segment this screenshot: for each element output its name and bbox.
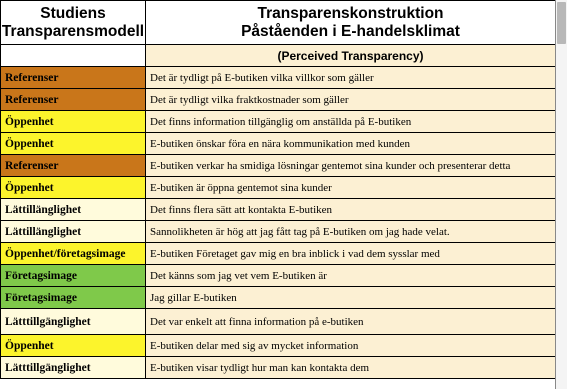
category-cell[interactable]: Företagsimage <box>1 265 146 287</box>
table-row <box>1 89 556 111</box>
statement-cell[interactable]: E-butiken verkar ha smidiga lösningar gentemot sina kunder och presenterar detta <box>146 155 556 177</box>
category-cell[interactable]: Lättillänglighet <box>1 221 146 243</box>
category-cell[interactable]: Lätttillgänglighet <box>1 309 146 335</box>
vertical-scrollbar[interactable] <box>555 0 567 389</box>
table-row <box>1 111 556 133</box>
table-row <box>1 309 556 335</box>
statement-cell[interactable]: E-butiken visar tydligt hur man kan kontakta dem <box>146 357 556 379</box>
table-row <box>1 133 556 155</box>
statement-cell[interactable]: Det var enkelt att finna information på e-butiken <box>146 309 556 335</box>
subheader-row <box>1 45 556 67</box>
table-row <box>1 357 556 379</box>
category-cell[interactable]: Öppenhet/företagsimage <box>1 243 146 265</box>
scrollbar-thumb[interactable] <box>557 2 566 44</box>
statement-cell[interactable]: E-butiken delar med sig av mycket information <box>146 335 556 357</box>
category-cell[interactable]: Öppenhet <box>1 335 146 357</box>
statement-cell[interactable]: Jag gillar E-butiken <box>146 287 556 309</box>
table-row <box>1 199 556 221</box>
statement-cell[interactable]: Det är tydligt på E-butiken vilka villkor som gäller <box>146 67 556 89</box>
category-cell[interactable]: Referenser <box>1 89 146 111</box>
statement-cell[interactable]: Det finns information tillgänglig om anställda på E-butiken <box>146 111 556 133</box>
table-row <box>1 155 556 177</box>
model-header-line1: Studiens <box>40 4 106 22</box>
table-row <box>1 67 556 89</box>
category-cell[interactable]: Öppenhet <box>1 133 146 155</box>
statement-cell[interactable]: Sannolikheten är hög att jag fått tag på E-butiken om jag hade velat. <box>146 221 556 243</box>
table-row <box>1 243 556 265</box>
table-row <box>1 177 556 199</box>
category-cell[interactable]: Referenser <box>1 67 146 89</box>
statement-cell[interactable]: Det känns som jag vet vem E-butiken är <box>146 265 556 287</box>
model-header <box>1 1 146 45</box>
subheader-blank-cell <box>1 45 146 67</box>
statement-rows <box>1 67 556 379</box>
table-row <box>1 221 556 243</box>
table-row <box>1 335 556 357</box>
category-cell[interactable]: Referenser <box>1 155 146 177</box>
statement-cell[interactable]: Det finns flera sätt att kontakta E-butiken <box>146 199 556 221</box>
construct-header <box>146 1 556 45</box>
construct-header-line1: Transparenskonstruktion <box>257 4 444 22</box>
table-row <box>1 287 556 309</box>
statement-cell[interactable]: E-butiken är öppna gentemot sina kunder <box>146 177 556 199</box>
table-row <box>1 265 556 287</box>
category-cell[interactable]: Öppenhet <box>1 111 146 133</box>
category-cell[interactable]: Lättillänglighet <box>1 199 146 221</box>
perceived-transparency-subheader: (Perceived Transparency) <box>146 45 556 67</box>
statement-cell[interactable]: Det är tydligt vilka fraktkostnader som gäller <box>146 89 556 111</box>
model-header-line2: Transparensmodell <box>1 22 145 40</box>
category-cell[interactable]: Öppenhet <box>1 177 146 199</box>
header-row <box>1 1 556 45</box>
category-cell[interactable]: Lätttillgänglighet <box>1 357 146 379</box>
construct-header-line2: Påståenden i E-handelsklimat <box>241 22 460 40</box>
category-cell[interactable]: Företagsimage <box>1 287 146 309</box>
statement-cell[interactable]: E-butiken önskar föra en nära kommunikation med kunden <box>146 133 556 155</box>
statement-cell[interactable]: E-butiken Företaget gav mig en bra inblick i vad dem sysslar med <box>146 243 556 265</box>
